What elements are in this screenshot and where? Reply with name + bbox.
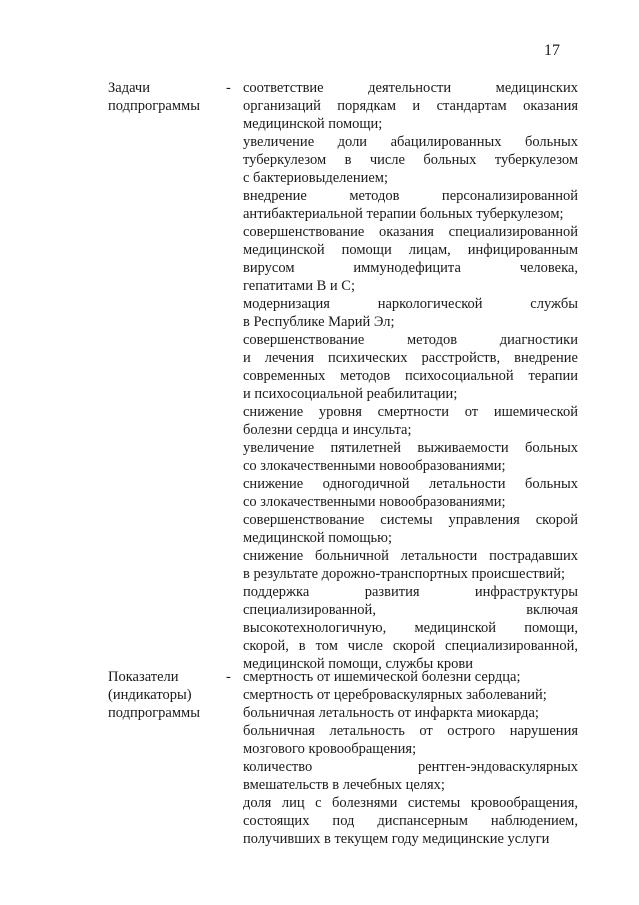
list-item-line: болезни сердца и инсульта; bbox=[243, 422, 412, 438]
list-item bbox=[243, 686, 578, 704]
list-item-line: медицинской помощью; bbox=[243, 530, 393, 546]
list-item bbox=[243, 79, 578, 133]
list-item-line: поддержка развития инфраструктуры bbox=[243, 584, 578, 600]
list-item-line: современных методов психосоциальной терапии bbox=[243, 368, 578, 384]
list-item-line: медицинской помощи; bbox=[243, 116, 383, 132]
list-item-line: снижение уровня смертности от ишемической bbox=[243, 404, 578, 420]
list-item bbox=[243, 758, 578, 794]
list-item-line: и психосоциальной реабилитации; bbox=[243, 386, 458, 402]
indicators-label bbox=[108, 668, 224, 722]
list-item bbox=[243, 133, 578, 187]
list-item-line: антибактериальной терапии больных туберкулезом; bbox=[243, 206, 564, 222]
list-item-line: организаций порядкам и стандартам оказания bbox=[243, 98, 578, 114]
list-item-line: увеличение доли абацилированных больных bbox=[243, 134, 578, 150]
list-item-line: совершенствование методов диагностики bbox=[243, 332, 578, 348]
list-item-line: внедрение методов персонализированной bbox=[243, 188, 578, 204]
indicators-dash: - bbox=[226, 669, 231, 685]
list-item bbox=[243, 511, 578, 547]
list-item bbox=[243, 547, 578, 583]
list-item-line: совершенствование оказания специализированной bbox=[243, 224, 578, 240]
list-item-line: со злокачественными новообразованиями; bbox=[243, 494, 506, 510]
list-item bbox=[243, 295, 578, 331]
list-item-line: больничная летальность от острого нарушения bbox=[243, 723, 578, 739]
list-item-line: специализированной, включая bbox=[243, 602, 578, 618]
list-item bbox=[243, 403, 578, 439]
list-item-line: смертность от ишемической болезни сердца; bbox=[243, 669, 521, 685]
indicators-label-line: Показатели bbox=[108, 669, 179, 685]
list-item-line: модернизация наркологической службы bbox=[243, 296, 578, 312]
list-item bbox=[243, 223, 578, 295]
list-item bbox=[243, 583, 578, 673]
indicators-list bbox=[243, 668, 578, 848]
tasks-dash: - bbox=[226, 80, 231, 96]
list-item bbox=[243, 668, 578, 686]
page-number: 17 bbox=[544, 42, 560, 59]
list-item-line: количество рентген-эндоваскулярных bbox=[243, 759, 578, 775]
list-item-line: медицинской помощи, службы крови bbox=[243, 656, 474, 672]
list-item-line: с бактериовыделением; bbox=[243, 170, 388, 186]
list-item-line: медицинской помощи лицам, инфицированным bbox=[243, 242, 578, 258]
list-item bbox=[243, 475, 578, 511]
indicators-label-line: (индикаторы) bbox=[108, 687, 192, 703]
list-item-line: высокотехнологичную, медицинской помощи, bbox=[243, 620, 578, 636]
list-item-line: вмешательств в лечебных целях; bbox=[243, 777, 445, 793]
tasks-label bbox=[108, 79, 224, 115]
list-item bbox=[243, 794, 578, 848]
list-item-line: мозгового кровообращения; bbox=[243, 741, 417, 757]
list-item-line: вирусом иммунодефицита человека, bbox=[243, 260, 578, 276]
list-item bbox=[243, 704, 578, 722]
list-item-line: совершенствование системы управления скорой bbox=[243, 512, 578, 528]
list-item bbox=[243, 439, 578, 475]
list-item-line: состоящих под диспансерным наблюдением, bbox=[243, 813, 578, 829]
list-item-line: смертность от цереброваскулярных заболеваний; bbox=[243, 687, 547, 703]
list-item-line: доля лиц с болезнями системы кровообращения, bbox=[243, 795, 578, 811]
list-item-line: туберкулезом в числе больных туберкулезом bbox=[243, 152, 578, 168]
list-item-line: гепатитами В и С; bbox=[243, 278, 355, 294]
list-item-line: соответствие деятельности медицинских bbox=[243, 80, 578, 96]
tasks-list bbox=[243, 79, 578, 673]
tasks-label-line: Задачи bbox=[108, 80, 150, 96]
list-item-line: в результате дорожно-транспортных происшествий; bbox=[243, 566, 566, 582]
list-item bbox=[243, 331, 578, 403]
list-item bbox=[243, 722, 578, 758]
list-item bbox=[243, 187, 578, 223]
list-item-line: получивших в текущем году медицинские услуги bbox=[243, 831, 550, 847]
list-item-line: больничная летальность от инфаркта миокарда; bbox=[243, 705, 539, 721]
list-item-line: со злокачественными новообразованиями; bbox=[243, 458, 506, 474]
list-item-line: скорой, в том числе скорой специализированной, bbox=[243, 638, 578, 654]
list-item-line: снижение больничной летальности пострадавших bbox=[243, 548, 578, 564]
list-item-line: увеличение пятилетней выживаемости больных bbox=[243, 440, 578, 456]
list-item-line: в Республике Марий Эл; bbox=[243, 314, 395, 330]
list-item-line: снижение одногодичной летальности больных bbox=[243, 476, 578, 492]
list-item-line: и лечения психических расстройств, внедрение bbox=[243, 350, 578, 366]
indicators-label-line: подпрограммы bbox=[108, 705, 200, 721]
tasks-label-line: подпрограммы bbox=[108, 98, 200, 114]
